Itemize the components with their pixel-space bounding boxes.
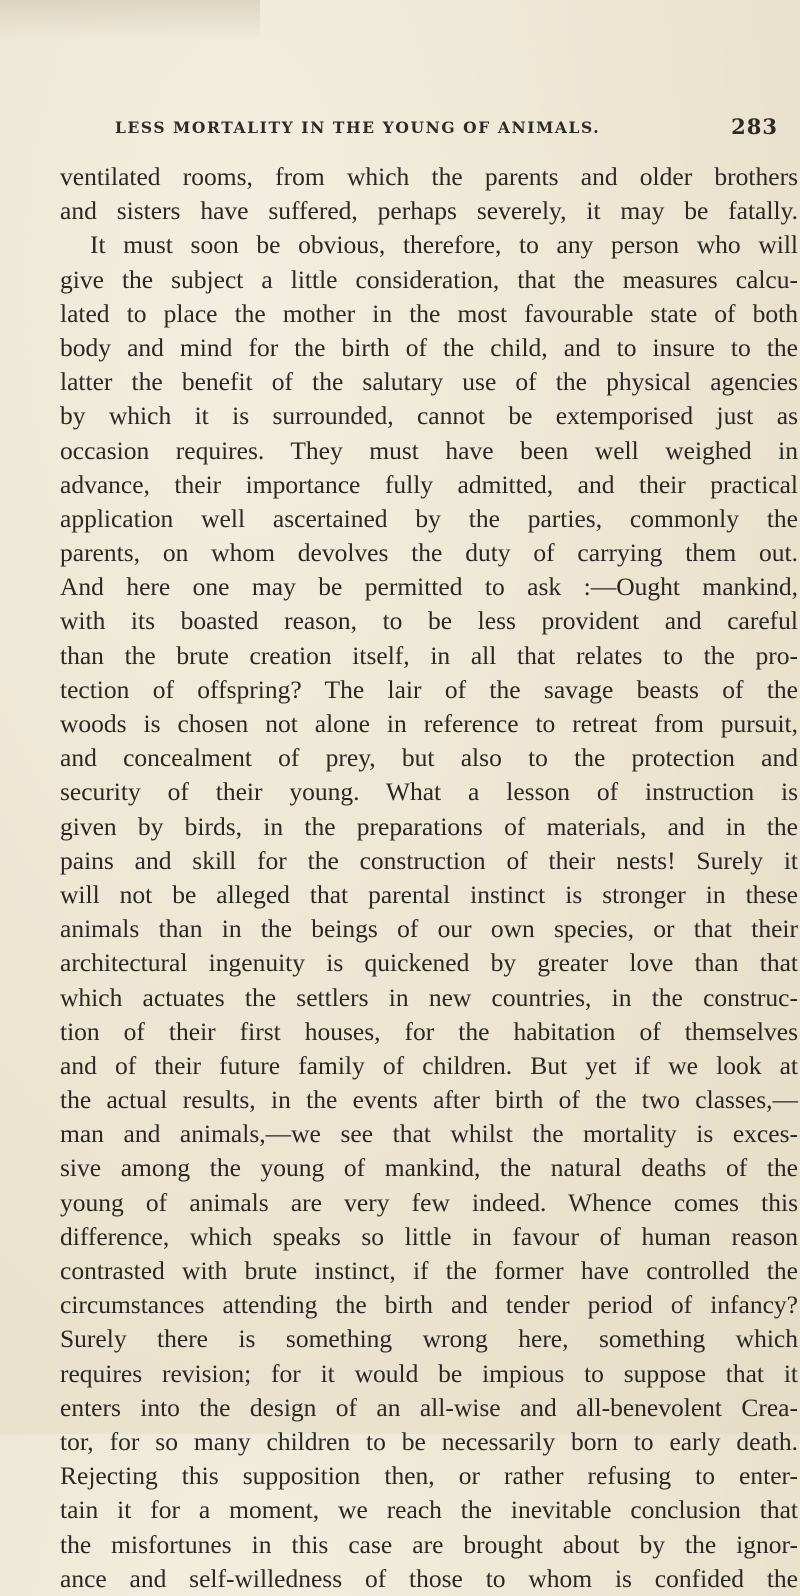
text-line: It must soon be obvious, therefore, to any person who will bbox=[90, 230, 798, 260]
text-line: latter the benefit of the salutary use of the physical agencies bbox=[60, 367, 798, 397]
text-line: enters into the design of an all-wise and all-benevolent Crea- bbox=[60, 1392, 798, 1422]
text-line: by which it is surrounded, cannot be extemporised just as bbox=[60, 401, 798, 431]
running-head bbox=[115, 114, 790, 148]
text-line: and sisters have suffered, perhaps severely, it may be fatally. bbox=[60, 196, 798, 226]
text-line: advance, their importance fully admitted, and their practical bbox=[60, 469, 798, 499]
text-line: contrasted with brute instinct, if the former have controlled the bbox=[60, 1256, 798, 1285]
text-line: with its boasted reason, to be less provident and careful bbox=[60, 606, 798, 636]
text-line: tain it for a moment, we reach the inevitable conclusion that bbox=[60, 1495, 798, 1525]
text-line: give the subject a little consideration, that the measures calcu- bbox=[60, 264, 798, 294]
text-line: pains and skill for the construction of their nests! Surely it bbox=[60, 845, 798, 875]
text-line: given by birds, in the preparations of materials, and in the bbox=[60, 811, 798, 841]
text-line: tection of offspring? The lair of the savage beasts of the bbox=[60, 674, 798, 704]
text-line: young of animals are very few indeed. Whence comes this bbox=[60, 1187, 798, 1217]
text-line: sive among the young of mankind, the natural deaths of the bbox=[60, 1153, 798, 1183]
text-line: lated to place the mother in the most favourable state of both bbox=[60, 298, 798, 328]
text-line: which actuates the settlers in new countries, in the construc- bbox=[60, 982, 798, 1012]
text-line: woods is chosen not alone in reference to retreat from pursuit, bbox=[60, 709, 798, 738]
text-line: And here one may be permitted to ask :—Ought mankind, bbox=[60, 572, 798, 602]
running-head-title: LESS MORTALITY IN THE YOUNG OF ANIMALS. bbox=[115, 118, 601, 137]
text-line: and of their future family of children. But yet if we look at bbox=[60, 1050, 798, 1080]
page-edge-smudge bbox=[0, 0, 260, 40]
text-line: security of their young. What a lesson of instruction is bbox=[60, 777, 798, 807]
text-line: Rejecting this supposition then, or rather refusing to enter- bbox=[60, 1461, 798, 1491]
text-line: circumstances attending the birth and tender period of infancy? bbox=[60, 1290, 798, 1320]
text-line: requires revision; for it would be impious to suppose that it bbox=[60, 1358, 798, 1388]
text-line: the misfortunes in this case are brought about by the ignor- bbox=[60, 1529, 798, 1559]
text-line: Surely there is something wrong here, something which bbox=[60, 1324, 798, 1354]
text-line: will not be alleged that parental instinct is stronger in these bbox=[60, 879, 798, 909]
text-line: parents, on whom devolves the duty of carrying them out. bbox=[60, 538, 798, 568]
text-line: than the brute creation itself, in all that relates to the pro- bbox=[60, 640, 798, 670]
text-line: occasion requires. They must have been well weighed in bbox=[60, 435, 798, 465]
text-line: animals than in the beings of our own species, or that their bbox=[60, 914, 798, 944]
text-line: body and mind for the birth of the child, and to insure to the bbox=[60, 332, 798, 362]
text-line: ance and self-willedness of those to whom is confided the bbox=[60, 1563, 798, 1593]
text-line: tion of their first houses, for the habitation of themselves bbox=[60, 1016, 798, 1046]
text-line: difference, which speaks so little in favour of human reason bbox=[60, 1221, 798, 1251]
text-line: application well ascertained by the parties, commonly the bbox=[60, 503, 798, 533]
text-line: tor, for so many children to be necessarily born to early death. bbox=[60, 1426, 798, 1456]
text-line: architectural ingenuity is quickened by greater love than that bbox=[60, 948, 798, 978]
text-line: and concealment of prey, but also to the protection and bbox=[60, 743, 798, 773]
text-line: the actual results, in the events after birth of the two classes,— bbox=[60, 1085, 798, 1115]
page-number: 283 bbox=[731, 114, 778, 139]
body-text bbox=[60, 160, 798, 1596]
text-line: ventilated rooms, from which the parents and older brothers bbox=[60, 162, 798, 191]
text-line: man and animals,—we see that whilst the mortality is exces- bbox=[60, 1119, 798, 1149]
